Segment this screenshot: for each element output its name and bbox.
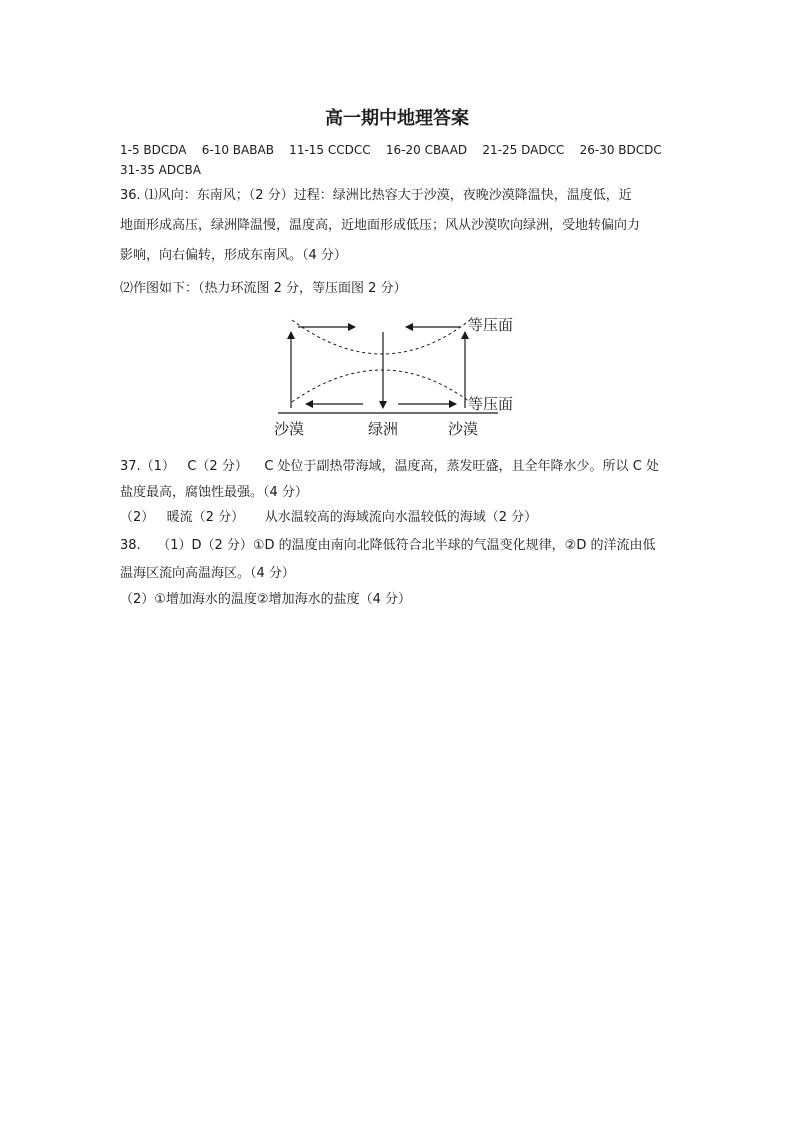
q38-line-3: （2）①增加海水的温度②增加海水的盐度（4 分） [120, 592, 411, 607]
isobar-bottom-curve [292, 370, 470, 402]
q38-line-1: 38. （1）D（2 分）①D 的温度由南向北降低符合北半球的气温变化规律，②D 的洋流由低 [120, 538, 656, 553]
desert-right-label: 沙漠 [448, 420, 479, 438]
q37-line-2: 盐度最高，腐蚀性最强。（4 分） [120, 485, 308, 500]
desert-left-label: 沙漠 [274, 420, 305, 438]
mc-answers-line-2: 31-35 ADCBA [120, 163, 201, 177]
oasis-label: 绿洲 [368, 420, 399, 438]
isobar-top-curve [292, 320, 470, 354]
q37-line-3: （2） 暖流（2 分） 从水温较高的海域流向水温较低的海域（2 分） [120, 510, 538, 525]
q38-line-2: 温海区流向高温海区。（4 分） [120, 566, 295, 581]
isobar-top-label: 等压面 [468, 316, 514, 334]
q36-part1-line-3: 影响，向右偏转，形成东南风。（4 分） [120, 248, 347, 263]
isobar-bottom-label: 等压面 [468, 395, 514, 413]
page-title: 高一期中地理答案 [325, 108, 469, 129]
q36-part2-line: ⑵作图如下：（热力环流图 2 分，等压面图 2 分） [120, 281, 407, 296]
q37-line-1: 37.（1） C（2 分） C 处位于副热带海域，温度高，蒸发旺盛，且全年降水少。所以 C 处 [120, 459, 659, 474]
mc-answers-line-1: 1-5 BDCDA 6-10 BABAB 11-15 CCDCC 16-20 CBAAD 21-25 DADCC 26-30 BDCDC [120, 143, 662, 157]
q36-part1-line-1: 36. ⑴风向：东南风；（2 分）过程：绿洲比热容大于沙漠，夜晚沙漠降温快，温度低，近 [120, 188, 632, 203]
q36-part1-line-2: 地面形成高压，绿洲降温慢，温度高，近地面形成低压；风从沙漠吹向绿洲，受地转偏向力 [120, 218, 641, 233]
